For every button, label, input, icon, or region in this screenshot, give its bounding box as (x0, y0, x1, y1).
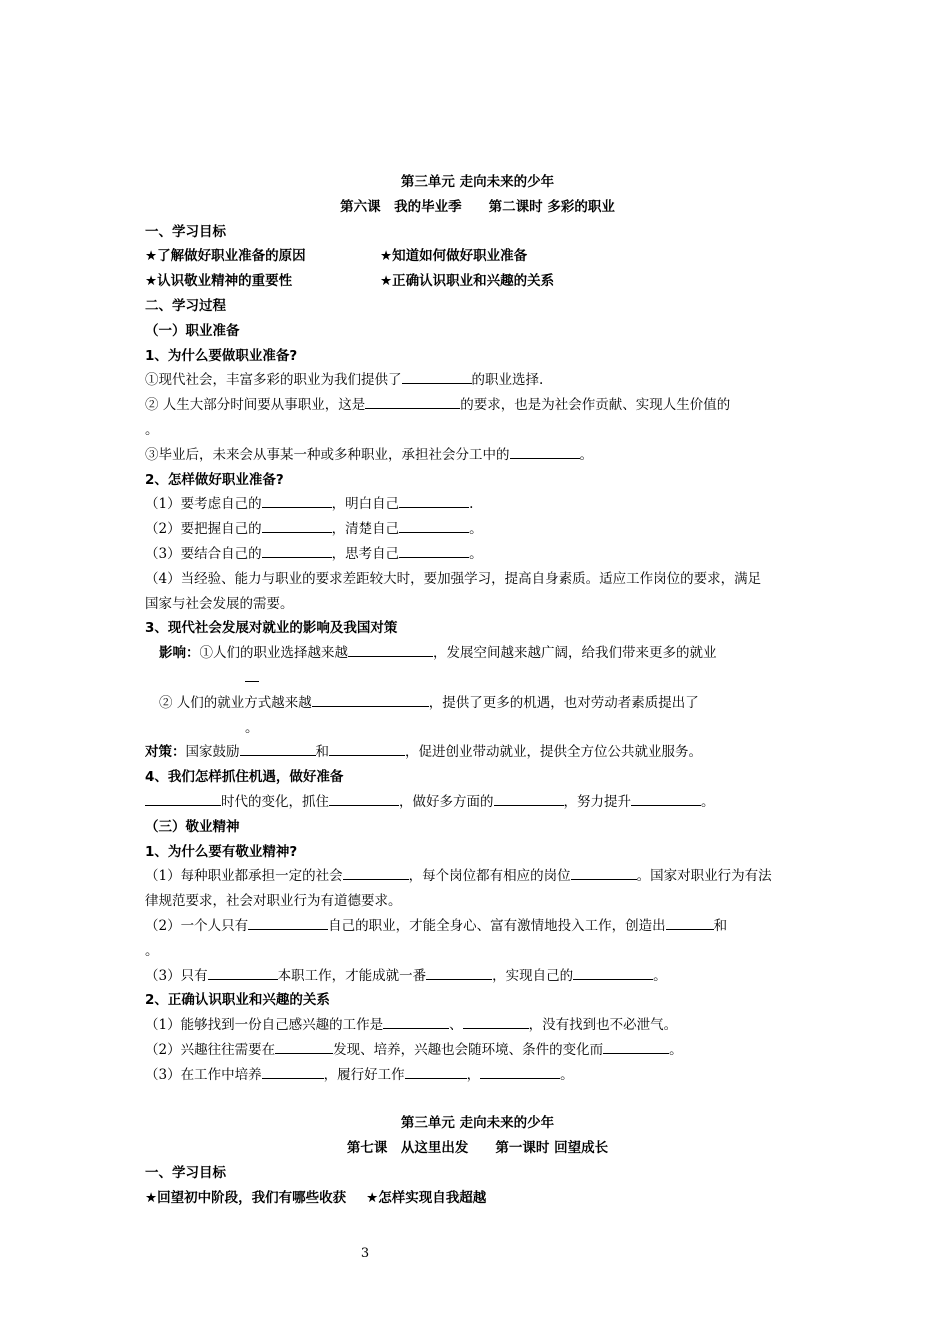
line-continuation: 。 (145, 421, 159, 438)
section-heading-goals: 一、学习目标 (145, 223, 226, 240)
fill-in-line: 影响：①人们的职业选择越来越 ，发展空间越来越广阔，给我们带来更多的就业 (145, 641, 810, 666)
fill-in-line: （2）一个人只有 自己的职业，才能全身心、富有激情地投入工作，创造出 和 (145, 914, 810, 939)
paragraph-line: （4）当经验、能力与职业的要求差距较大时，要加强学习，提高自身素质。适应工作岗位的要求，满足 (145, 570, 762, 587)
lesson-title-2: 第七课 从这里出发 第一课时 回望成长 (346, 1140, 609, 1157)
answer-blank[interactable] (480, 1064, 560, 1079)
fill-in-line: （2）兴趣往往需要在 发现、培养，兴趣也会随环境、条件的变化而 。 (145, 1038, 810, 1063)
section-heading-goals-2: 一、学习目标 (145, 1165, 226, 1182)
line-continuation: 。 (145, 942, 159, 959)
question-heading: 2、怎样做好职业准备? (145, 471, 284, 488)
question-heading: 1、为什么要做职业准备? (145, 347, 298, 364)
answer-blank[interactable] (348, 642, 433, 657)
fill-in-line: （3）要结合自己的 ，思考自己 。 (145, 542, 810, 567)
answer-blank[interactable] (399, 493, 469, 508)
lesson-title: 第六课 我的毕业季 第二课时 多彩的职业 (340, 198, 615, 215)
unit-title: 第三单元 走向未来的少年 (400, 174, 555, 190)
fill-in-line: （1）每种职业都承担一定的社会 ，每个岗位都有相应的岗位 。国家对职业行为有法 (145, 864, 810, 889)
fill-in-line: 时代的变化，抓住 ，做好多方面的 ，努力提升 。 (145, 790, 810, 815)
page-number: 3 (360, 1246, 370, 1261)
fill-in-line: （1）能够找到一份自己感兴趣的工作是 、 ，没有找到也不必泄气。 (145, 1013, 810, 1038)
answer-blank[interactable] (312, 692, 429, 707)
goals-row-2 (145, 269, 810, 294)
question-heading: 4、我们怎样抓住机遇，做好准备 (145, 769, 344, 786)
answer-blank[interactable] (275, 1039, 333, 1054)
answer-blank[interactable] (329, 791, 399, 806)
answer-blank[interactable] (426, 965, 492, 980)
answer-blank[interactable] (329, 741, 405, 756)
answer-blank[interactable] (603, 1039, 669, 1054)
goal-item: ★知道如何做好职业准备 (380, 248, 528, 265)
unit-title-2: 第三单元 走向未来的少年 (400, 1115, 555, 1132)
answer-blank[interactable] (399, 518, 469, 533)
fill-in-line: ② 人生大部分时间要从事职业，这是 的要求，也是为社会作贡献、实现人生价值的 (145, 393, 810, 418)
question-heading: 3、现代社会发展对就业的影响及我国对策 (145, 620, 398, 637)
answer-blank[interactable] (573, 965, 653, 980)
answer-blank[interactable] (262, 493, 332, 508)
answer-blank[interactable] (248, 915, 328, 930)
paragraph-line: 国家与社会发展的需要。 (145, 595, 294, 612)
fill-in-line: （3）只有 本职工作，才能成就一番 ，实现自己的 。 (145, 964, 810, 989)
answer-blank[interactable] (494, 791, 564, 806)
answer-blank[interactable] (463, 1014, 529, 1029)
part-heading-career-prep: （一）职业准备 (145, 322, 240, 339)
answer-blank[interactable] (208, 965, 278, 980)
answer-blank[interactable] (405, 1064, 467, 1079)
goals-row-3 (145, 1186, 810, 1211)
fill-in-line: ①现代社会，丰富多彩的职业为我们提供了 的职业选择. (145, 368, 810, 393)
answer-blank[interactable] (343, 865, 409, 880)
paragraph-line: 律规范要求，社会对职业行为有道德要求。 (145, 893, 402, 910)
answer-blank[interactable] (383, 1014, 449, 1029)
goal-item: ★回望初中阶段，我们有哪些收获 (145, 1189, 347, 1206)
section-gap (145, 1087, 810, 1111)
document-page (145, 170, 810, 1211)
line-continuation (145, 666, 810, 691)
answer-blank[interactable] (510, 444, 580, 459)
fill-in-line: ② 人们的就业方式越来越 ，提供了更多的机遇，也对劳动者素质提出了 (145, 691, 810, 716)
goal-item: ★正确认识职业和兴趣的关系 (380, 273, 555, 290)
fill-in-line: ③毕业后，未来会从事某一种或多种职业，承担社会分工中的 。 (145, 443, 810, 468)
answer-blank[interactable] (262, 543, 332, 558)
part-heading-dedication: （三）敬业精神 (145, 818, 240, 835)
answer-blank[interactable] (245, 667, 259, 682)
fill-in-line: 对策：国家鼓励 和 ，促进创业带动就业，提供全方位公共就业服务。 (145, 740, 810, 765)
fill-in-line: （1）要考虑自己的 ，明白自己 . (145, 492, 810, 517)
answer-blank[interactable] (399, 543, 469, 558)
answer-blank[interactable] (571, 865, 637, 880)
goals-row-1 (145, 244, 810, 269)
fill-in-line: （2）要把握自己的 ，清楚自己 。 (145, 517, 810, 542)
goal-item: ★认识敬业精神的重要性 (145, 273, 293, 290)
section-heading-process: 二、学习过程 (145, 297, 226, 314)
answer-blank[interactable] (402, 369, 472, 384)
fill-in-line: （3）在工作中培养 ，履行好工作 ， 。 (145, 1063, 810, 1088)
answer-blank[interactable] (240, 741, 316, 756)
answer-blank[interactable] (262, 518, 332, 533)
answer-blank[interactable] (145, 791, 221, 806)
answer-blank[interactable] (262, 1064, 324, 1079)
answer-blank[interactable] (631, 791, 701, 806)
goal-item: ★了解做好职业准备的原因 (145, 248, 306, 265)
question-heading: 1、为什么要有敬业精神? (145, 843, 298, 860)
line-continuation: 。 (245, 719, 259, 736)
question-heading: 2、正确认识职业和兴趣的关系 (145, 992, 330, 1009)
answer-blank[interactable] (365, 394, 460, 409)
answer-blank[interactable] (666, 915, 714, 930)
goal-item: ★怎样实现自我超越 (366, 1189, 487, 1206)
